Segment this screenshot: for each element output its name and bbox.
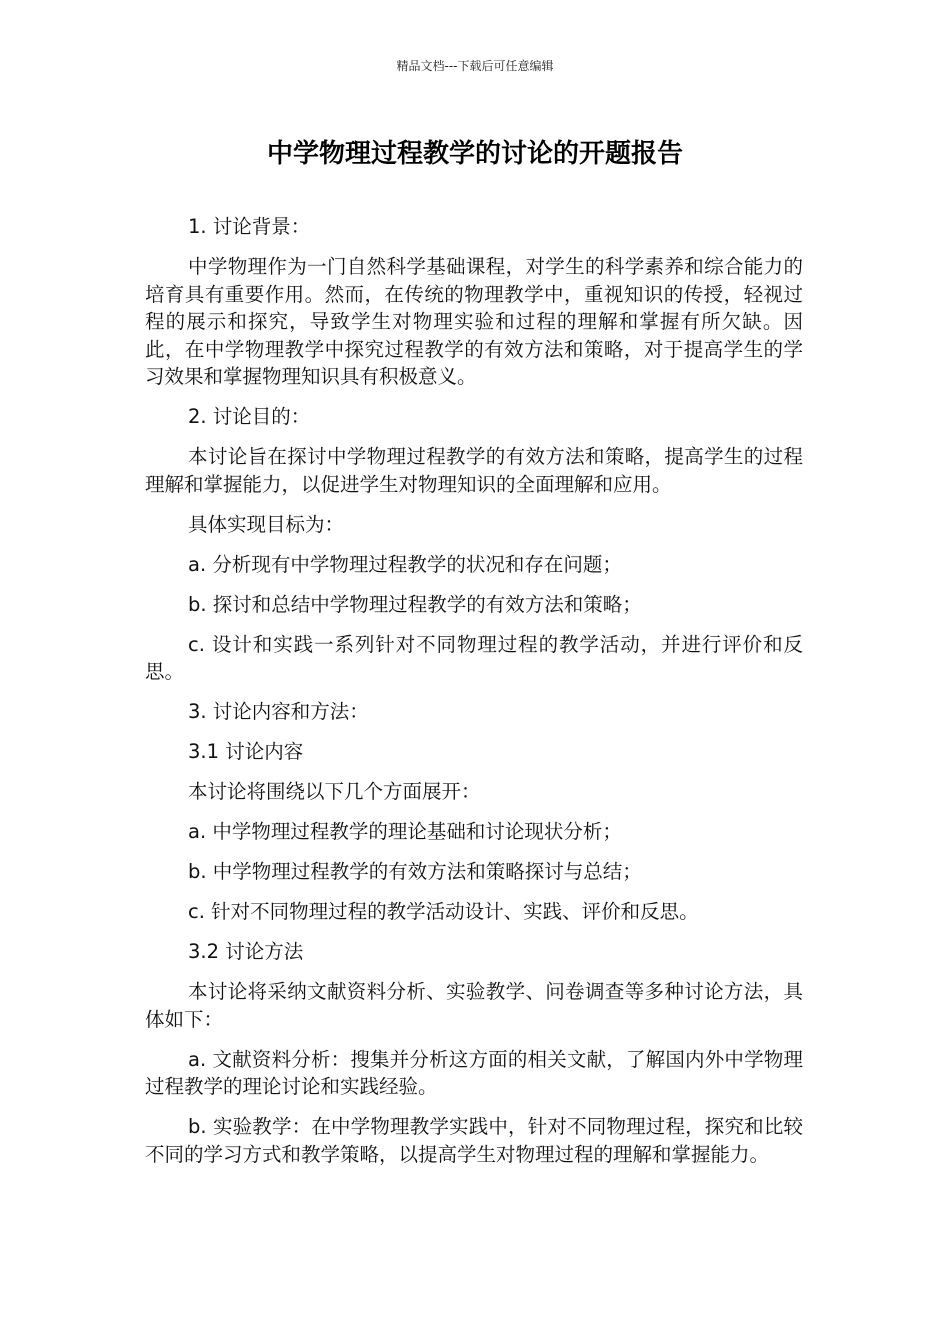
goal-item-b: b. 探讨和总结中学物理过程教学的有效方法和策略； bbox=[188, 592, 642, 616]
paragraph-purpose: 本讨论旨在探讨中学物理过程教学的有效方法和策略，提高学生的过程理解和掌握能力，以促进学生对物理知识的全面理解和应用。 bbox=[145, 445, 803, 496]
method-item-b: b. 实验教学：在中学物理教学实践中，针对不同物理过程，探究和比较不同的学习方式和教学策略，以提高学生对物理过程的理解和掌握能力。 bbox=[145, 1115, 803, 1166]
section-heading-purpose: 2. 讨论目的： bbox=[188, 405, 311, 428]
method-item-a: a. 文献资料分析：搜集并分析这方面的相关文献，了解国内外中学物理过程教学的理论讨论和实践经验。 bbox=[145, 1047, 803, 1098]
subsection-heading-content: 3.1 讨论内容 bbox=[188, 740, 304, 763]
page-header: 精品文档---下载后可任意编辑 bbox=[396, 59, 554, 73]
content-item-b: b. 中学物理过程教学的有效方法和策略探讨与总结； bbox=[188, 860, 642, 883]
paragraph-methods-intro: 本讨论将采纳文献资料分析、实验教学、问卷调查等多种讨论方法，具体如下： bbox=[145, 980, 803, 1031]
subsection-heading-methods: 3.2 讨论方法 bbox=[188, 940, 304, 963]
paragraph-content-intro: 本讨论将围绕以下几个方面展开： bbox=[188, 780, 481, 803]
section-heading-content-methods: 3. 讨论内容和方法： bbox=[188, 700, 369, 723]
section-heading-background: 1. 讨论背景： bbox=[188, 215, 311, 238]
goal-item-a: a. 分析现有中学物理过程教学的状况和存在问题； bbox=[188, 552, 622, 576]
document-body bbox=[145, 213, 803, 1181]
goal-item-c: c. 设计和实践一系列针对不同物理过程的教学活动，并进行评价和反思。 bbox=[145, 632, 803, 683]
paragraph-background: 中学物理作为一门自然科学基础课程，对学生的科学素养和综合能力的培育具有重要作用。然而，在传统的物理教学中，重视知识的传授，轻视过程的展示和探究，导致学生对物理实验和过程的理解和掌握有所欠缺。因此，在中学物理教学中探究过程教学的有效方法和策略，对于提高学生的学习效果和掌握物理知识具有积极意义。 bbox=[145, 255, 803, 388]
paragraph-goals-intro: 具体实现目标为： bbox=[188, 512, 345, 536]
document-title: 中学物理过程教学的讨论的开题报告 bbox=[266, 139, 683, 169]
content-item-c: c. 针对不同物理过程的教学活动设计、实践、评价和反思。 bbox=[188, 900, 699, 923]
content-item-a: a. 中学物理过程教学的理论基础和讨论现状分析； bbox=[188, 820, 622, 843]
